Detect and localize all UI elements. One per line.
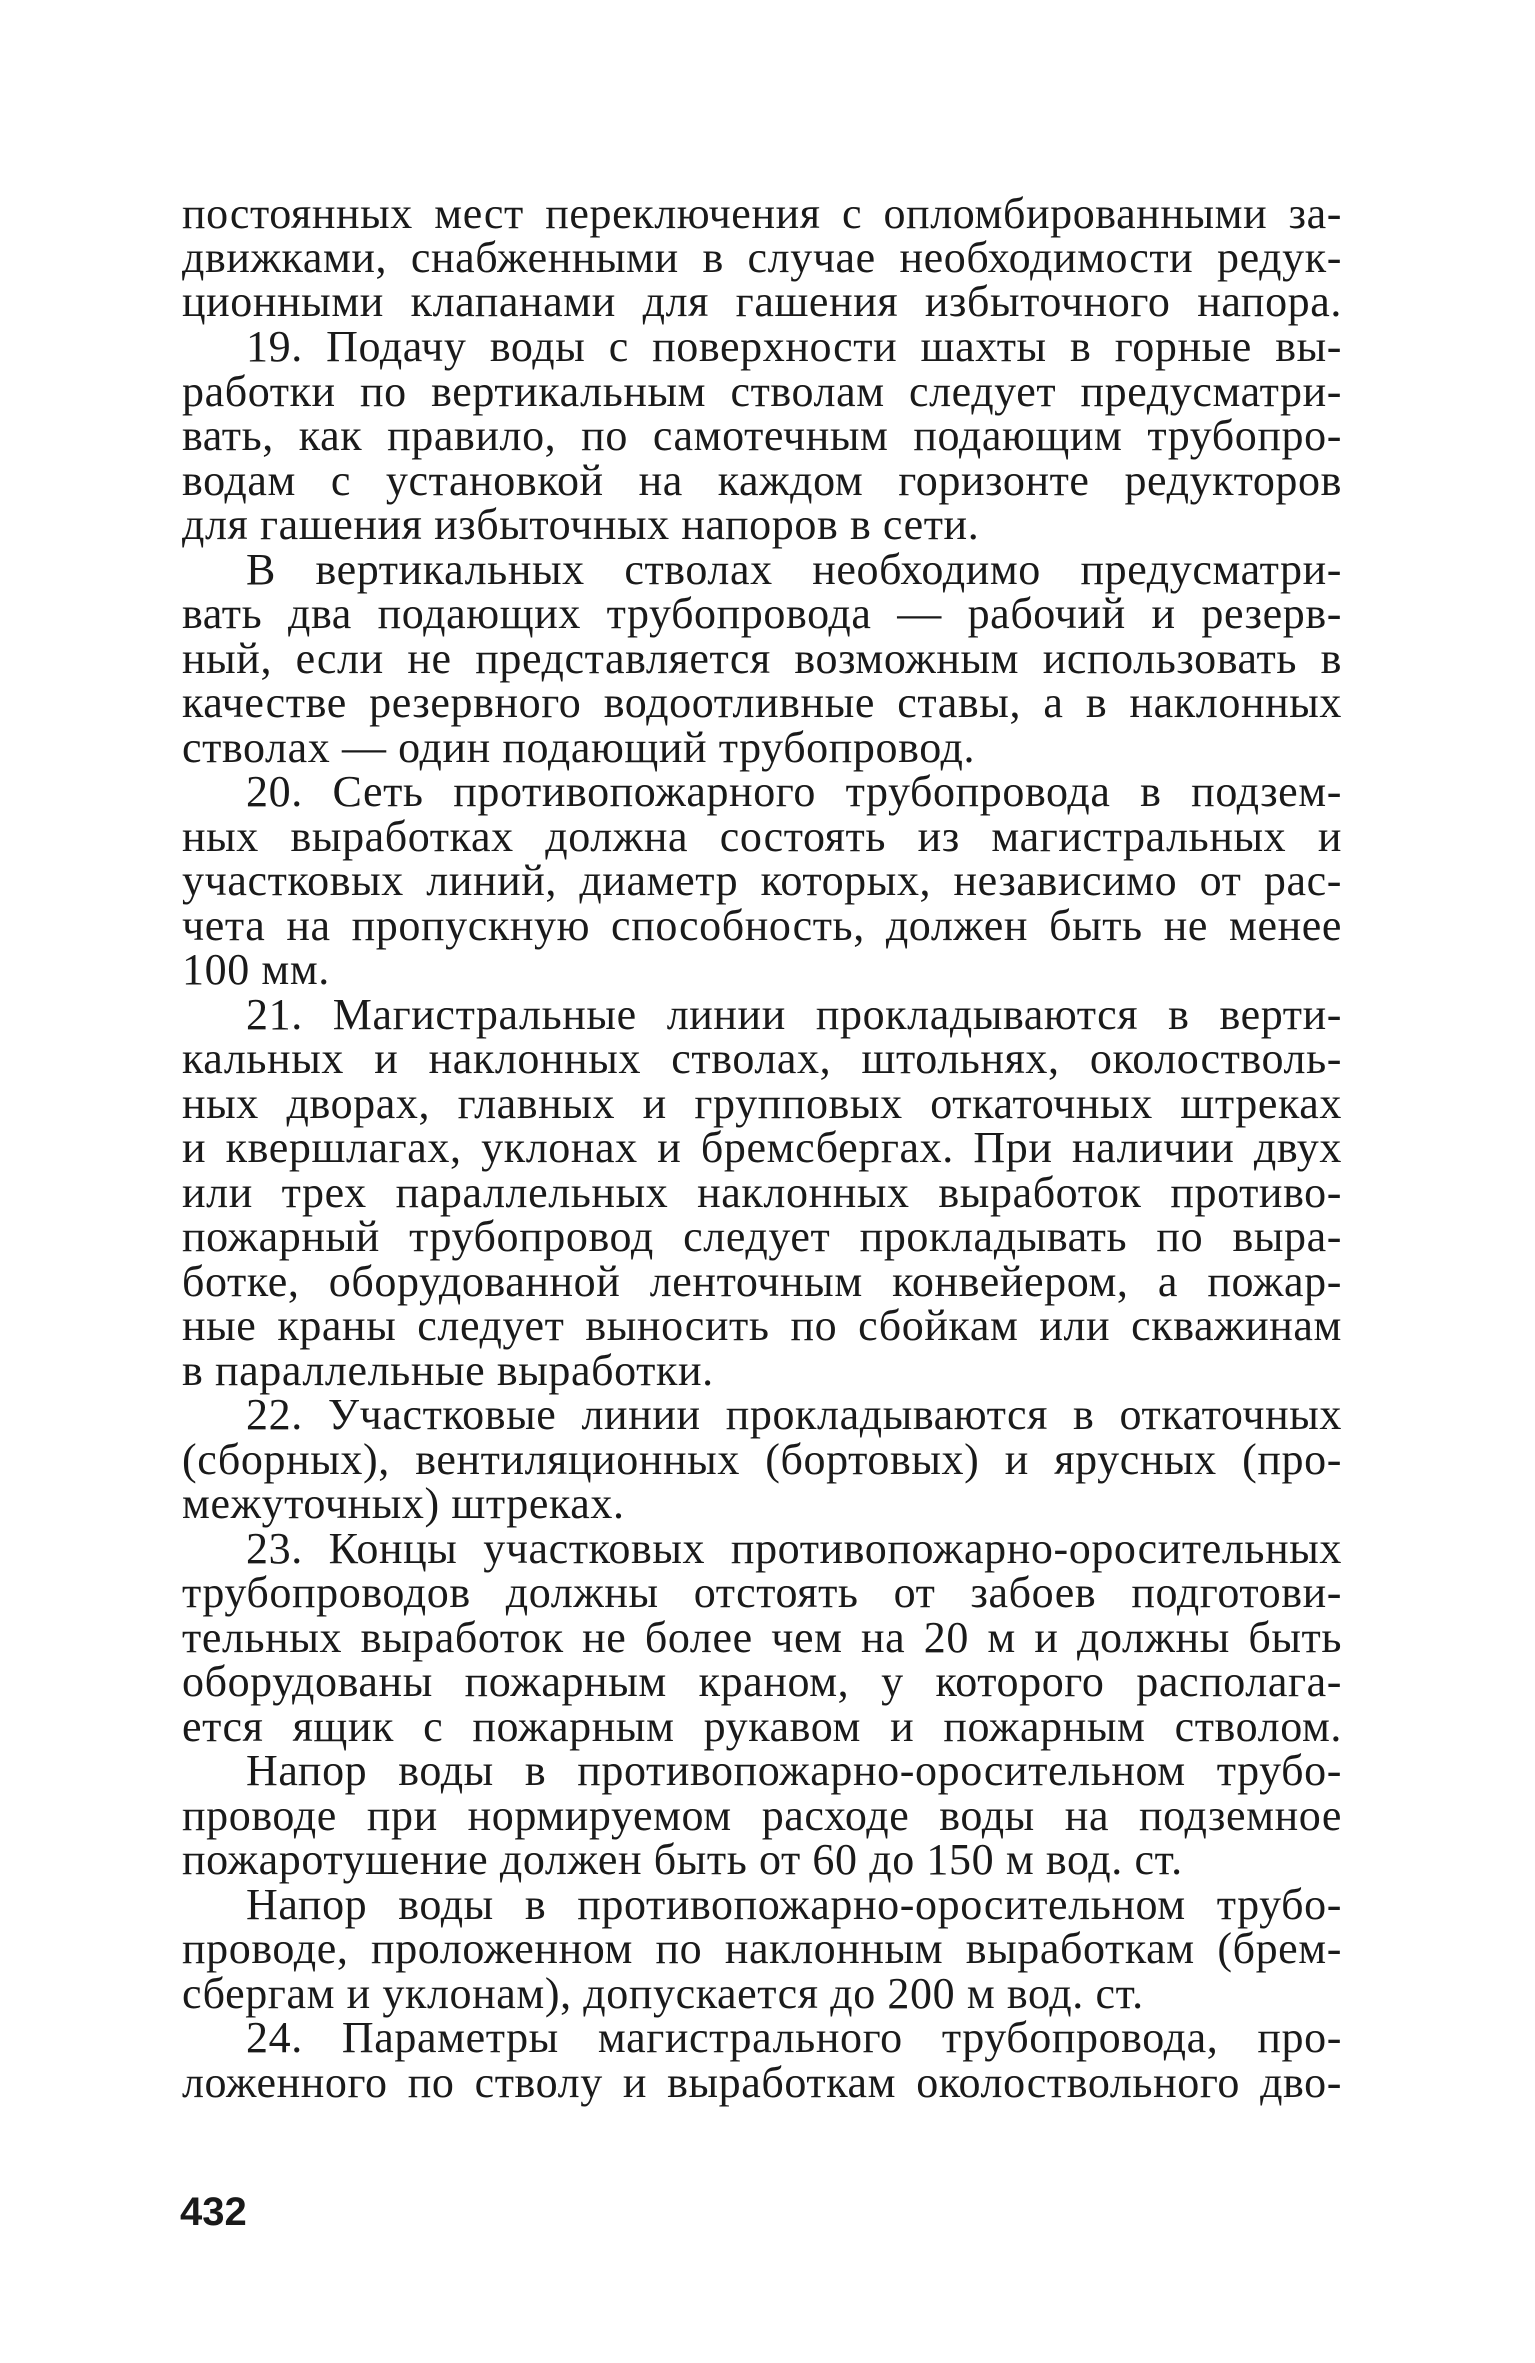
page-number: 432 [180, 2190, 247, 2234]
text-line: для гашения избыточных напоров в сети. [182, 500, 980, 549]
paragraph-23-start: 23. Концы участковых противопожарно-оросительных [246, 1524, 1342, 1573]
text-line: межуточных) штреках. [182, 1479, 625, 1528]
paragraph-start: В вертикальных стволах необходимо предусматри- [246, 545, 1342, 594]
text-line: движками, снабженными в случае необходимости редук- [182, 233, 1342, 282]
text-line: в параллельные выработки. [182, 1346, 714, 1395]
text-line: ционными клапанами для гашения избыточного напора. [182, 277, 1342, 326]
text-line: (сборных), вентиляционных (бортовых) и ярусных (про- [182, 1435, 1342, 1484]
text-line: чета на пропускную способность, должен быть не менее [182, 901, 1342, 950]
text-line: ных выработках должна состоять из магистральных и [182, 812, 1342, 861]
text-line: сбергам и уклонам), допускается до 200 м вод. ст. [182, 1969, 1144, 2018]
text-line: 100 мм. [182, 945, 330, 994]
text-line: постоянных мест переключения с опломбированными за- [182, 189, 1342, 238]
text-line: ных дворах, главных и групповых откаточных штреках [182, 1079, 1342, 1128]
text-line: и квершлагах, уклонах и бремсбергах. При наличии двух [182, 1123, 1342, 1172]
paragraph-start: Напор воды в противопожарно-оросительном трубо- [246, 1880, 1342, 1929]
text-line: ется ящик с пожарным рукавом и пожарным стволом. [182, 1702, 1342, 1751]
text-line: трубопроводов должны отстоять от забоев подготови- [182, 1568, 1342, 1617]
text-line: вать два подающих трубопровода — рабочий и резерв- [182, 589, 1342, 638]
text-line: качестве резервного водоотливные ставы, а в наклонных [182, 678, 1342, 727]
text-line: проводе, проложенном по наклонным выработкам (брем- [182, 1924, 1342, 1973]
text-line: вать, как правило, по самотечным подающим трубопро- [182, 411, 1342, 460]
text-line: ложенного по стволу и выработкам околоствольного дво- [182, 2058, 1342, 2107]
text-line: или трех параллельных наклонных выработок противо- [182, 1168, 1342, 1217]
text-line: пожаротушение должен быть от 60 до 150 м вод. ст. [182, 1835, 1183, 1884]
text-line: работки по вертикальным стволам следует предусматри- [182, 367, 1342, 416]
text-line: пожарный трубопровод следует прокладывать по выра- [182, 1212, 1342, 1261]
text-line: ный, если не представляется возможным использовать в [182, 634, 1342, 683]
text-line: участковых линий, диаметр которых, независимо от рас- [182, 856, 1342, 905]
text-line: ные краны следует выносить по сбойкам или скважинам [182, 1301, 1342, 1350]
paragraph-21-start: 21. Магистральные линии прокладываются в верти- [246, 990, 1342, 1039]
text-line: оборудованы пожарным краном, у которого располага- [182, 1657, 1342, 1706]
paragraph-24-start: 24. Параметры магистрального трубопровода, про- [246, 2013, 1342, 2062]
paragraph-20-start: 20. Сеть противопожарного трубопровода в подзем- [246, 767, 1342, 816]
text-line: проводе при нормируемом расходе воды на подземное [182, 1791, 1342, 1840]
paragraph-22-start: 22. Участковые линии прокладываются в откаточных [246, 1390, 1342, 1439]
paragraph-19-start: 19. Подачу воды с поверхности шахты в горные вы- [246, 322, 1342, 371]
text-line: кальных и наклонных стволах, штольнях, околостволь- [182, 1034, 1342, 1083]
paragraph-start: Напор воды в противопожарно-оросительном трубо- [246, 1746, 1342, 1795]
text-line: тельных выработок не более чем на 20 м и должны быть [182, 1613, 1342, 1662]
text-line: стволах — один подающий трубопровод. [182, 723, 976, 772]
text-line: водам с установкой на каждом горизонте редукторов [182, 456, 1342, 505]
text-line: ботке, оборудованной ленточным конвейером, а пожар- [182, 1257, 1342, 1306]
